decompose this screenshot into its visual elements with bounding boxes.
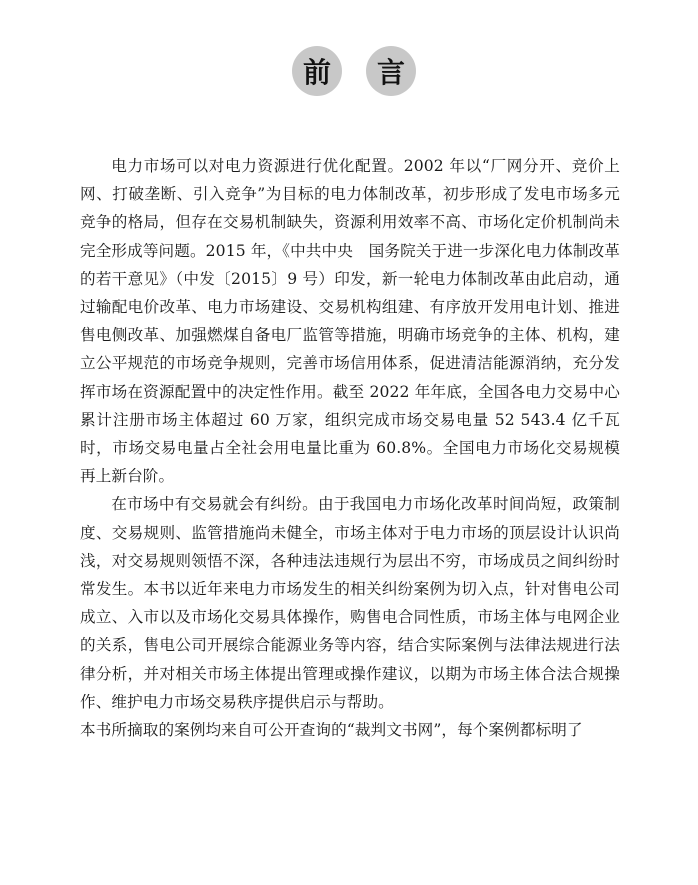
paragraph-1: 电力市场可以对电力资源进行优化配置。2002 年以“厂网分开、竞价上网、打破垄断、引入竞争”为目标的电力体制改革，初步形成了发电市场多元竞争的格局，但存在交易机制缺失，资源利用效率不高、市场化定价机制尚未完全形成等问题。2015 年，《中共中央 国务院关于进一步深化电力体制改革的若干意见》（中发〔2015〕9 号）印发，新一轮电力体制改革由此启动，通过输配电价改革、电力市场建设、交易机构组建、有序放开发用电计划、推进售电侧改革、加强燃煤自备电厂监管等措施，明确市场竞争的主体、机构，建立公平规范的市场竞争规则，完善市场信用体系，促进清洁能源消纳，充分发挥市场在资源配置中的决定性作用。截至 2022 年年底，全国各电力交易中心累计注册市场主体超过 60 万家，组织完成市场交易电量 52 543.4 亿千瓦时，市场交易电量占全社会用电量比重为 60.8%。全国电力市场化交易规模再上新台阶。 — [80, 157, 620, 486]
heading-char-2: 言 — [366, 46, 416, 96]
paragraph-3: 本书所摘取的案例均来自可公开查询的“裁判文书网”，每个案例都标明了 — [80, 721, 583, 740]
paragraph-2: 在市场中有交易就会有纠纷。由于我国电力市场化改革时间尚短，政策制度、交易规则、监管措施尚未健全，市场主体对于电力市场的顶层设计认识尚浅，对交易规则领悟不深，各种违法违规行为层出不穷，市场成员之间纠纷时常发生。本书以近年来电力市场发生的相关纠纷案例为切入点，针对售电公司成立、入市以及市场化交易具体操作，购售电合同性质，市场主体与电网企业的关系，售电公司开展综合能源业务等内容，结合实际案例与法律法规进行法律分析，并对相关市场主体提出管理或操作建议，以期为市场主体合法合规操作、维护电力市场交易秩序提供启示与帮助。 — [80, 495, 620, 711]
heading-char-1: 前 — [292, 46, 342, 96]
preface-body — [80, 152, 620, 744]
preface-heading — [0, 46, 698, 98]
